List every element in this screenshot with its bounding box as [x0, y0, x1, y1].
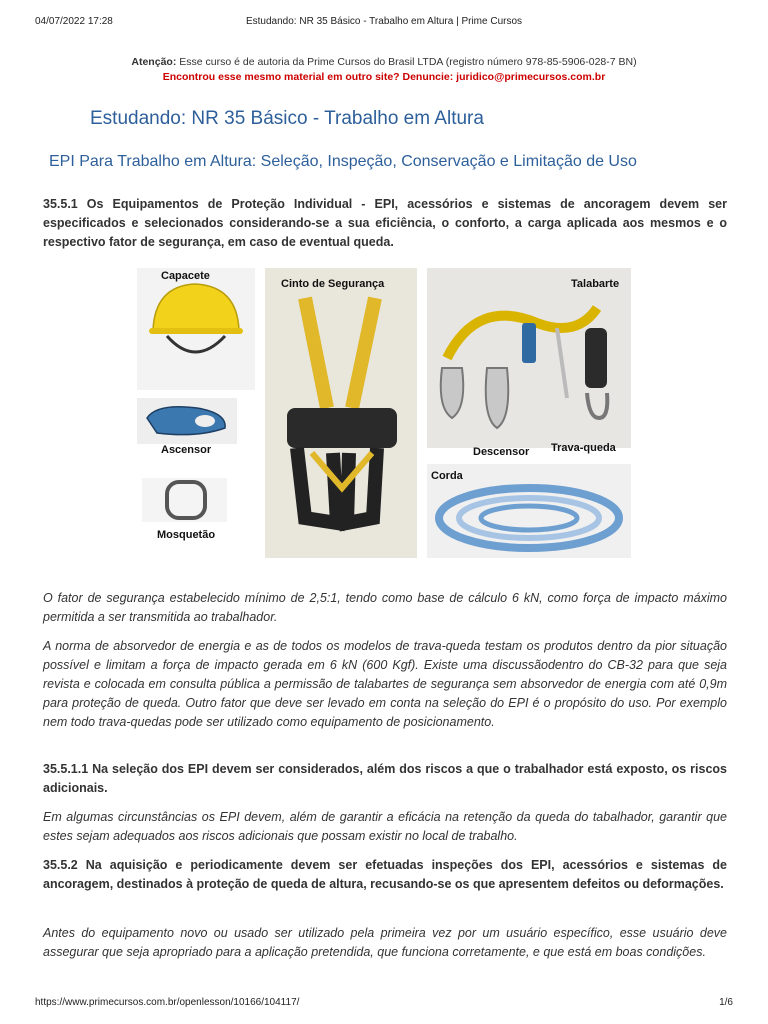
epi-equipment-figure	[137, 268, 631, 558]
page-title: Estudando: NR 35 Básico - Trabalho em Altura	[90, 108, 484, 129]
section-title: EPI Para Trabalho em Altura: Seleção, Inspeção, Conservação e Limitação de Uso	[49, 153, 637, 170]
mosquetao-panel	[142, 478, 227, 522]
footer-page-number: 1/6	[719, 997, 733, 1008]
label-talabarte: Talabarte	[571, 278, 620, 290]
notice-label: Atenção:	[131, 56, 177, 68]
paragraph-first-use: Antes do equipamento novo ou usado ser utilizado pela primeira vez por um usuário específico, esse usuário deve assegurar que seja apropriado para a aplicação pretendida, que funciona corretamente, e que está em boas condições.	[43, 926, 727, 959]
report-notice[interactable]: Encontrou esse mesmo material em outro site? Denuncie: juridico@primecursos.com.br	[162, 71, 606, 83]
paragraph-safety-factor: O fator de segurança estabelecido mínimo de 2,5:1, tendo como base de cálculo 6 kN, como força de impacto máximo permitida a ser transmitida ao trabalhador.	[43, 591, 727, 624]
paragraph-35-5-2: 35.5.2 Na aquisição e periodicamente devem ser efetuadas inspeções dos EPI, acessórios e sistemas de ancoragem, destinados à proteção de queda de altura, recusando-se os que apresentem defeitos ou deformações.	[43, 858, 727, 891]
paragraph-35-5-1: 35.5.1 Os Equipamentos de Proteção Individual - EPI, acessórios e sistemas de ancoragem devem ser especificados e selecionados considerando-se a sua eficiência, o conforto, a carga aplicada aos mesmos e o respectivo fator de segurança, em caso de eventual queda.	[43, 197, 727, 249]
notice-text: Esse curso é de autoria da Prime Cursos do Brasil LTDA (registro número 978-85-5906-028-7 BN)	[176, 56, 637, 68]
print-datetime: 04/07/2022 17:28	[35, 16, 113, 27]
label-corda: Corda	[431, 470, 463, 482]
authorship-notice	[0, 56, 768, 68]
paragraph-35-5-1-1: 35.5.1.1 Na seleção dos EPI devem ser considerados, além dos riscos a que o trabalhador está exposto, os riscos adicionais.	[43, 762, 727, 795]
label-ascensor: Ascensor	[161, 444, 212, 456]
harness-belt	[287, 408, 397, 448]
descensor-icon	[522, 323, 536, 363]
label-descensor: Descensor	[473, 446, 530, 458]
trava-queda-icon	[585, 328, 607, 388]
helmet-brim	[149, 328, 243, 334]
label-mosquetao: Mosquetão	[157, 529, 216, 541]
paragraph-energy-absorber: A norma de absorvedor de energia e as de todos os modelos de trava-queda testam os produtos dentro da pior situação possível e limitam a força de impacto gerada em 6 kN (600 Kgf). Existe uma discussãodentro do CB-32 para que seja revista e colocada em consulta pública a permissão de talabartes de segurança sem absorvedor de energia com até 0,9m para proteção de queda. Outro fator que deve ser levado em conta na seleção do EPI é o propósito do uso. Por exemplo nem todo trava-quedas pode ser utilizado como equipamento de posicionamento.	[43, 639, 727, 729]
footer-url[interactable]: https://www.primecursos.com.br/openlesson/10166/104117/	[35, 997, 300, 1008]
label-cinto: Cinto de Segurança	[281, 278, 385, 290]
label-trava-queda: Trava-queda	[551, 442, 616, 454]
epi-figure-illustration	[137, 268, 631, 558]
label-capacete: Capacete	[161, 270, 210, 282]
hook-icon-2	[486, 368, 509, 428]
print-page-title: Estudando: NR 35 Básico - Trabalho em Altura | Prime Cursos	[245, 16, 523, 27]
paragraph-additional-risks: Em algumas circunstâncias os EPI devem, além de garantir a eficácia na retenção da queda do tabalhador, garantir que estes sejam adequados aos riscos adicionais que possam existir no local de trabalho.	[43, 810, 727, 843]
